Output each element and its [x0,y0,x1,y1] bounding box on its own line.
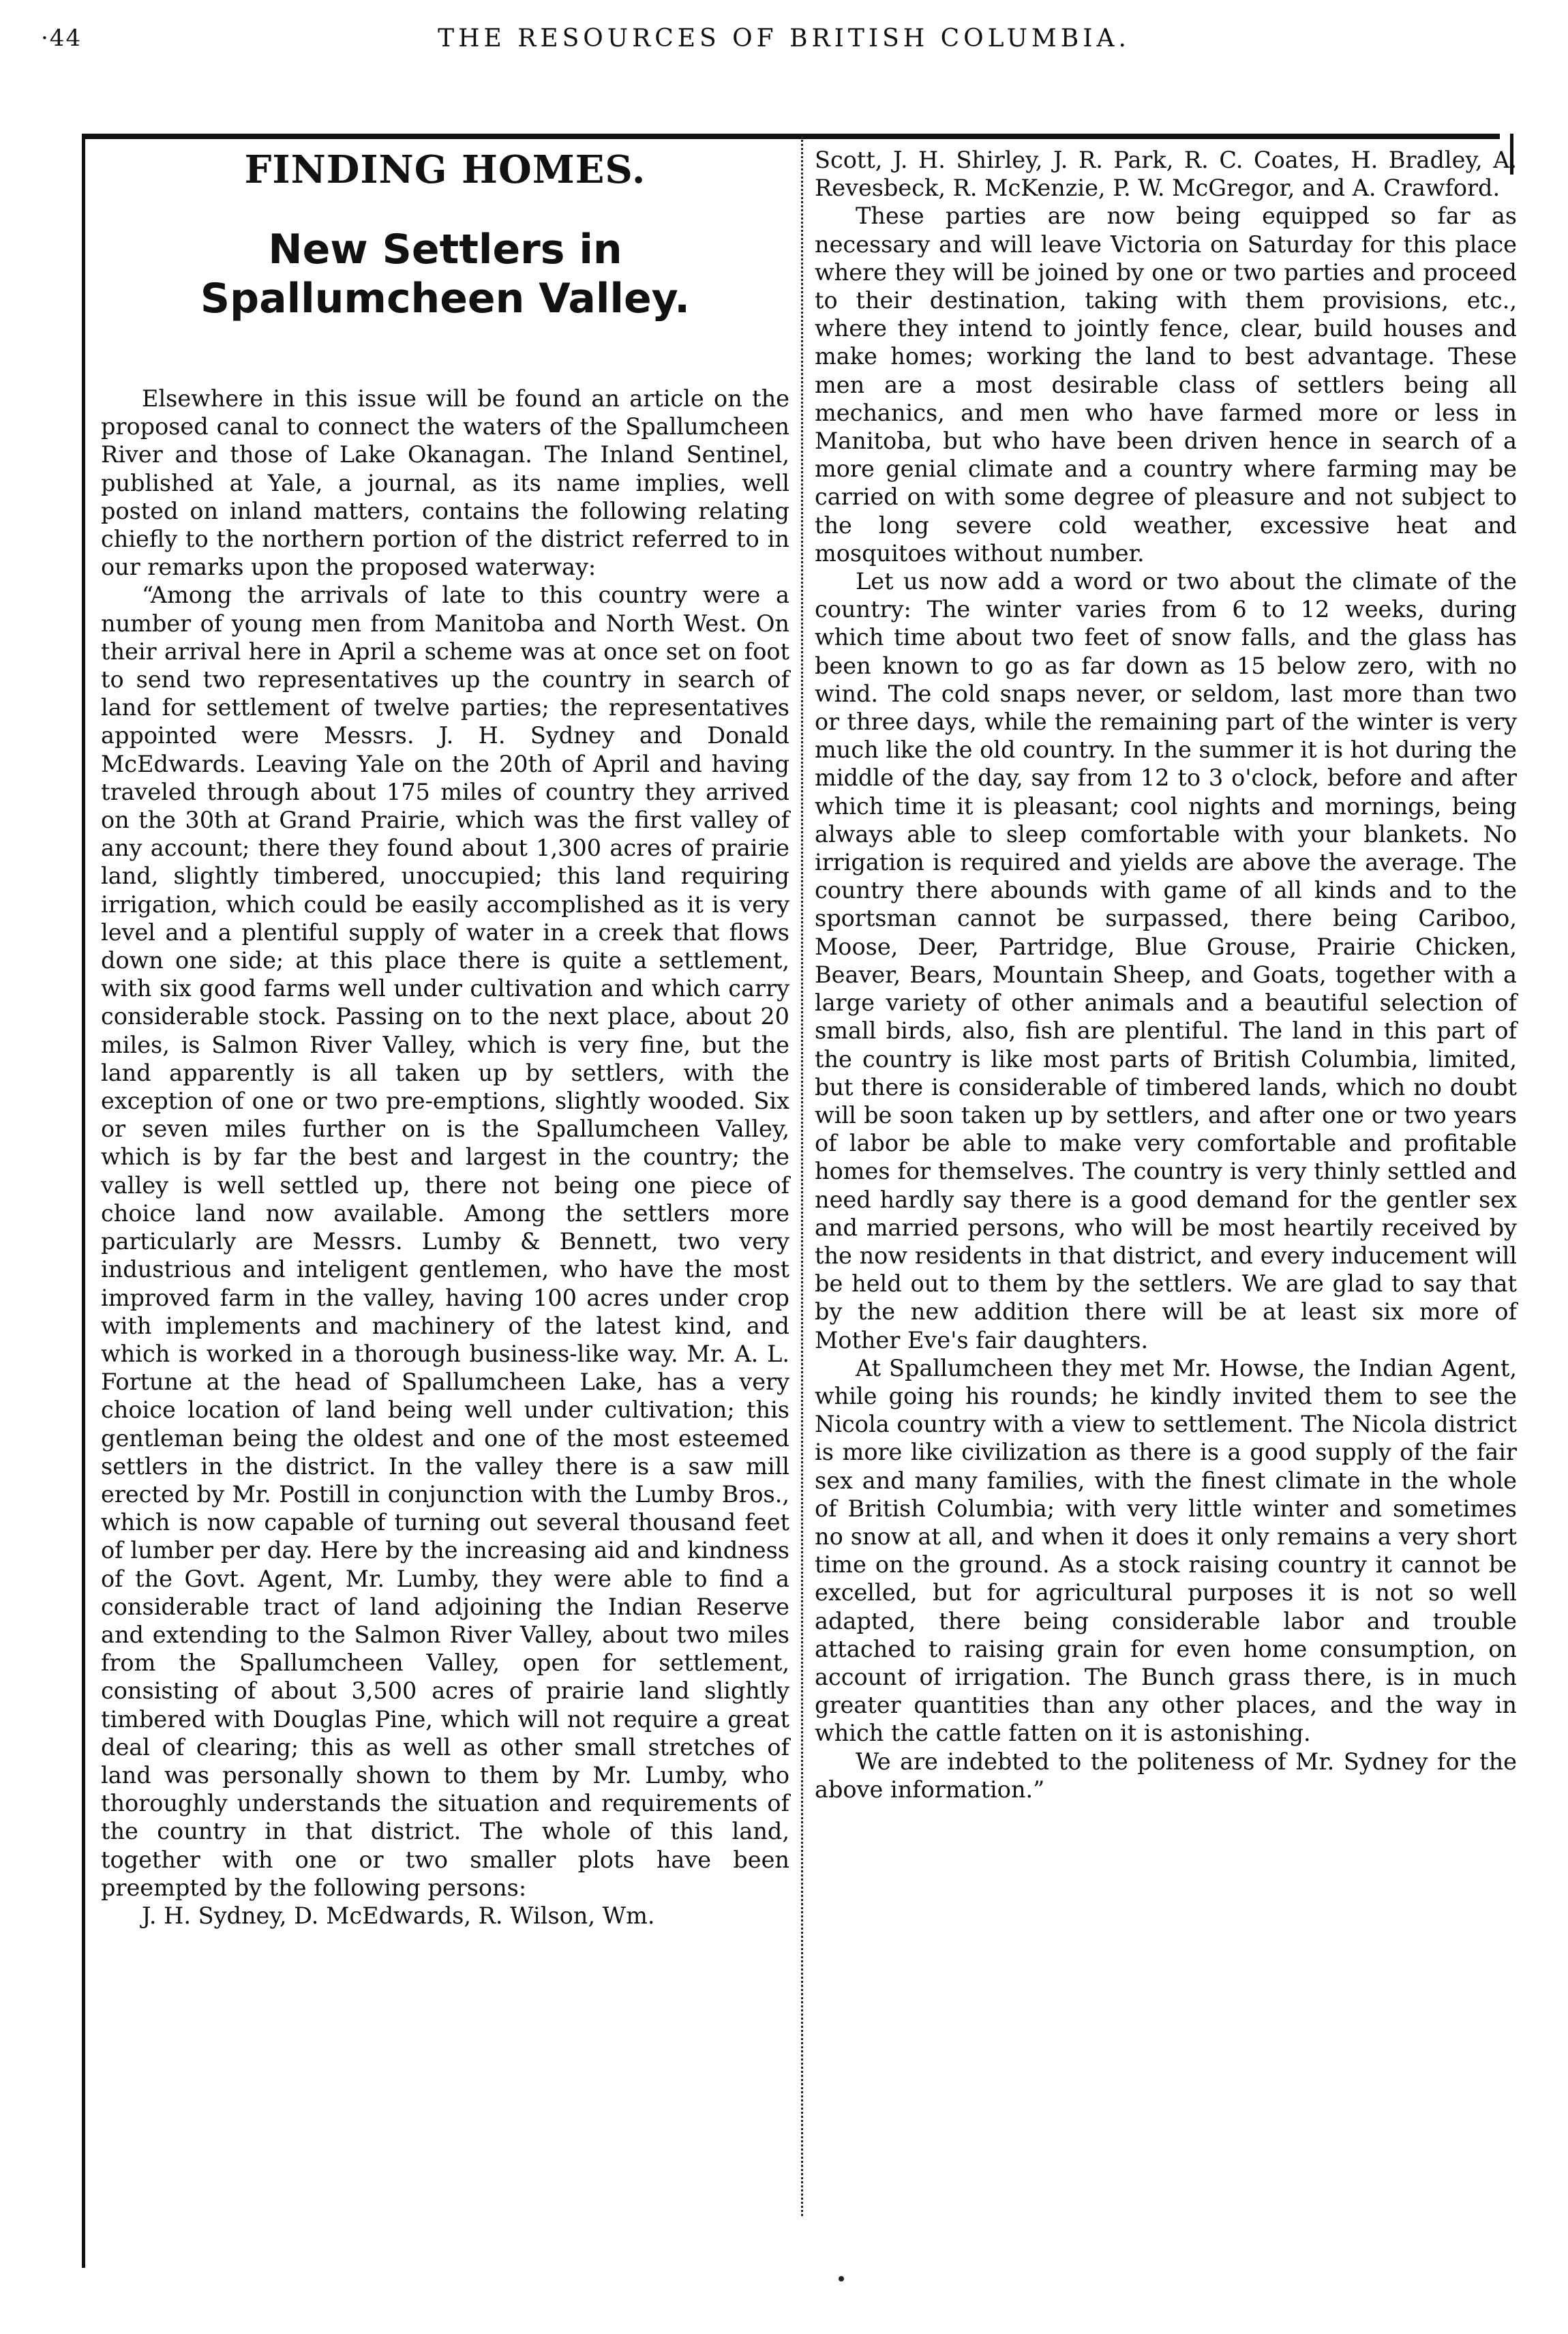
paragraph: Scott, J. H. Shirley, J. R. Park, R. C. Coates, H. Bradley, A. Revesbeck, R. McKenzie, P. W. McGregor, and A. Crawford. [815,147,1517,202]
paragraph: These parties are now being equipped so far as necessary and will leave Victoria on Saturday for this place where they will be joined by one or two parties and proceed to their destination, taking with them provisions, etc., where they intend to jointly fence, clear, build houses and make homes; working the land to best advantage. These men are a most desirable class of settlers being all mechanics, and men who have farmed more or less in Manitoba, but who have been driven hence in search of a more genial climate and a country where farming may be carried on with some degree of pleasure and not subject to the long severe cold weather, excessive heat and mosquitoes without number. [815,203,1517,567]
paragraph: At Spallumcheen they met Mr. Howse, the Indian Agent, while going his rounds; he kindly invited them to see the Nicola country with a view to settlement. The Nicola district is more like civilization as there is a good supply of the fair sex and many families, with the finest climate in the whole of British Columbia; with very little winter and sometimes no snow at all, and when it does it only remains a very short time on the ground. As a stock raising country it cannot be excelled, but for agricultural purposes it is not so well adapted, there being considerable labor and trouble attached to raising grain for even home consumption, on account of irrigation. The Bunch grass there, is in much greater quantities than any other places, and the way in which the cattle fatten on it is astonishing. [815,1354,1517,1747]
headline: FINDING HOMES. [244,147,646,192]
paragraph: We are indebted to the politeness of Mr. Sydney for the above information.” [815,1748,1517,1803]
paragraph: “Among the arrivals of late to this country were a number of young men from Manitoba and North West. On their arrival here in April a scheme was at once set on foot to send two representatives up the country in search of land for settlement of twelve parties; the representatives appointed were Messrs. J. H. Sydney and Donald McEdwards. Leaving Yale on the 20th of April and having traveled through about 175 miles of country they arrived on the 30th at Grand Prairie, which was the first valley of any account; there they found about 1,300 acres of prairie land, slightly timbered, unoccupied; this land requiring irrigation, which could be easily accomplished as it is very level and a plentiful supply of water in a creek that flows down one side; at this place there is quite a settlement, with six good farms well under cultivation and which carry considerable stock. Passing on to the next place, about 20 miles, is Salmon River Valley, which is very fine, but the land apparently is all taken up by settlers, with the exception of one or two pre-emptions, slightly wooded. Six or seven miles further on is the Spallumcheen Valley, which is by far the best and largest in the country; the valley is well settled up, there not being one piece of choice land now available. Among the settlers more particularly are Messrs. Lumby & Bennett, two very industrious and inteligent gentlemen, who have the most improved farm in the valley, having 100 acres under crop with implements and machinery of the latest kind, and which is worked in a thorough business-like way. Mr. A. L. Fortune at the head of Spallumcheen Lake, has a very choice location of land being well under cultivation; this gentleman being the oldest and one of the most esteemed settlers in the district. In the valley there is a saw mill erected by Mr. Postill in conjunction with the Lumby Bros., which is now capable of turning out several thousand feet of lumber per day. Here by the increasing aid and kindness of the Govt. Agent, Mr. Lumby, they were able to find a considerable tract of land adjoining the Indian Reserve and extending to the Salmon River Valley, about two miles from the Spallumcheen Valley, open for settlement, consisting of about 3,500 acres of prairie land slightly timbered with Douglas Pine, which will not require a great deal of clearing; this as well as other small stretches of land was personally shown to them by Mr. Lumby, who thoroughly understands the situation and requirements of the country in that district. The whole of this land, together with one or two smaller plots have been preempted by the following persons: [101,582,789,1901]
paragraph: Elsewhere in this issue will be found an article on the proposed canal to connect the waters of the Spallumcheen River and those of Lake Okanagan. The Inland Sentinel, published at Yale, a journal, as its name implies, well posted on inland matters, contains the following relating chiefly to the northern portion of the district referred to in our remarks upon the proposed waterway: [101,385,789,581]
subheadline: New Settlers in Spallumcheen Valley. [200,226,691,323]
paragraph: J. H. Sydney, D. McEdwards, R. Wilson, Wm. [142,1902,655,1929]
running-head [41,25,1527,65]
page-number: ·44 [41,25,82,52]
running-title: THE RESOURCES OF BRITISH COLUMBIA. [438,25,1130,53]
footer-dot [839,2276,844,2281]
left-column [101,146,789,1930]
column-divider [801,136,803,2216]
right-column [815,146,1517,1804]
paragraph: Let us now add a word or two about the climate of the country: The winter varies from 6 to 12 weeks, during which time about two feet of snow falls, and the glass has been known to go as far down as 15 below zero, with no wind. The cold snaps never, or seldom, last more than two or three days, while the remaining part of the winter is very much like the old country. In the summer it is hot during the middle of the day, say from 12 to 3 o'clock, before and after which time it is pleasant; cool nights and mornings, being always able to sleep comfortable with your blankets. No irrigation is required and yields are above the average. The country there abounds with game of all kinds and to the sportsman cannot be surpassed, there being Cariboo, Moose, Deer, Partridge, Blue Grouse, Prairie Chicken, Beaver, Bears, Mountain Sheep, and Goats, together with a large variety of other animals and a beautiful selection of small birds, also, fish are plentiful. The land in this part of the country is like most parts of British Columbia, limited, but there is considerable of timbered lands, which no doubt will be soon taken up by settlers, and after one or two years of labor be able to make very comfortable and profitable homes for themselves. The country is very thinly settled and need hardly say there is a good demand for the gentler sex and married persons, who will be most heartily received by the now residents in that district, and every inducement will be held out to them by the settlers. We are glad to say that by the new addition there will be at least six more of Mother Eve's fair daughters. [815,568,1517,1353]
